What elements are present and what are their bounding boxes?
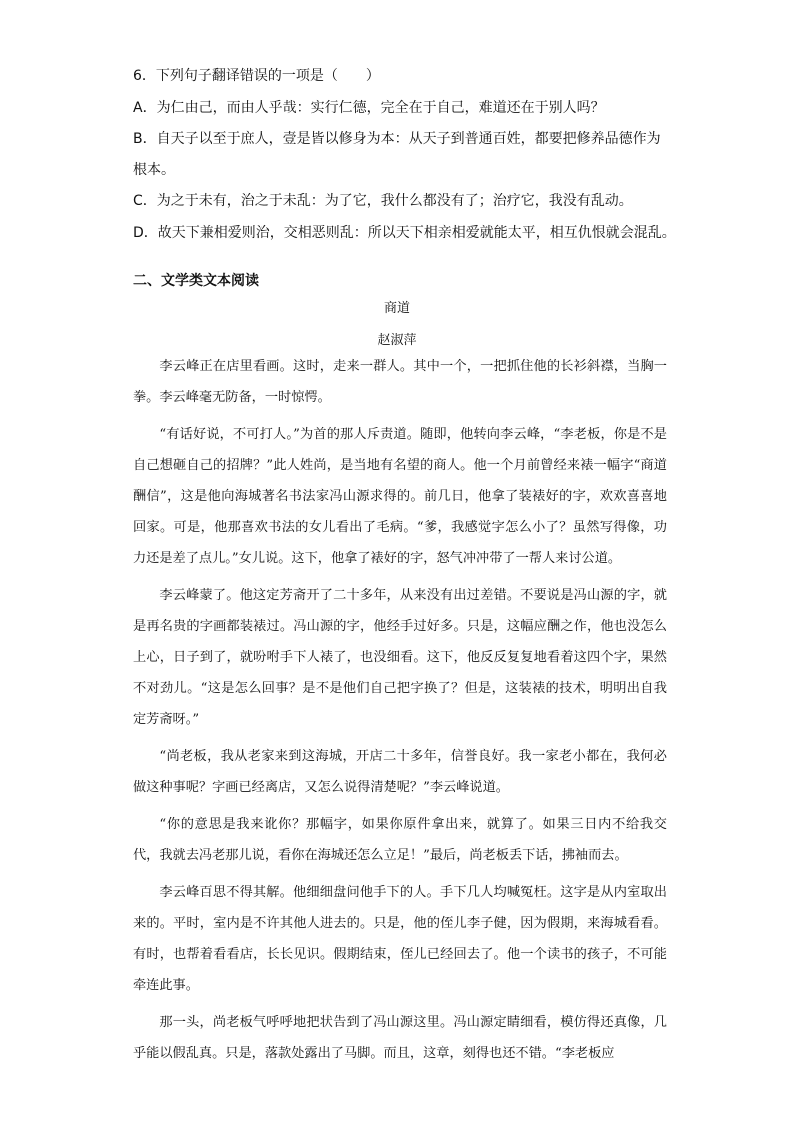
story-paragraph: “你的意思是我来讹你？那幅字，如果你原件拿出来，就算了。如果三日内不给我交代，我就去冯老那儿说，看你在海城还怎么立足！”最后，尚老板丢下话，拂袖而去。 [133,817,667,863]
option-b-line-2: 根本。 [133,162,175,178]
option-d: D．故天下兼相爱则治，交相恶则乱：所以天下相亲相爱就能太平，相互仇恨就会混乱。 [133,225,676,241]
story-title: 商道 [383,301,410,316]
story-paragraph: 那一头，尚老板气呼呼地把状告到了冯山源这里。冯山源定睛细看，模仿得还真像，几乎能以假乱真。只是，落款处露出了马脚。而且，这章，刻得也还不错。“李老板应 [133,1015,667,1061]
story-paragraph: 李云峰蒙了。他这定芳斋开了二十多年，从来没有出过差错。不要说是冯山源的字，就是再名贵的字画都装裱过。冯山源的字，他经手过好多。只是，这幅应酬之作，他也没怎么上心，日子到了，就吩咐手下人裱了，也没细看。这下，他反反复复地看着这四个字，果然不对劲儿。“这是怎么回事？是不是他们自己把字换了？但是，这装裱的技术，明明出自我定芳斋呀。” [133,588,667,727]
story-paragraph: 李云峰正在店里看画。这时，走来一群人。其中一个，一把抓住他的长衫斜襟，当胸一拳。李云峰毫无防备，一时惊愕。 [133,359,667,405]
story-author: 赵淑萍 [377,333,417,348]
story-paragraph: “尚老板，我从老家来到这海城，开店二十多年，信誉良好。我一家老小都在，我何必做这种事呢？字画已经离店，又怎么说得清楚呢？”李云峰说道。 [133,749,667,795]
question-6-stem: 6．下列句子翻译错误的一项是（ ） [133,68,380,84]
option-c: C．为之于未有，治之于未乱：为了它，我什么都没有了；治疗它，我没有乱动。 [133,193,633,209]
story-paragraph: 李云峰百思不得其解。他细细盘问他手下的人。手下几人均喊冤枉。这字是从内室取出来的。平时，室内是不许其他人进去的。只是，他的侄儿李子健，因为假期，来海城看看。有时，也帮着看看店，长长见识。假期结束，侄儿已经回去了。他一个读书的孩子，不可能牵连此事。 [133,885,667,993]
section-heading: 二、文学类文本阅读 [133,273,259,289]
story-body [133,351,667,1069]
option-a: A．为仁由己，而由人乎哉：实行仁德，完全在于自己，难道还在于别人吗？ [133,100,605,116]
option-b-line-1: B．自天子以至于庶人，壹是皆以修身为本：从天子到普通百姓，都要把修养品德作为 [133,131,661,147]
story-paragraph: “有话好说，不可打人。”为首的那人斥责道。随即，他转向李云峰，“李老板，你是不是自己想砸自己的招牌？”此人姓尚，是当地有名望的商人。他一个月前曾经来裱一幅字“商道酬信”，这是他向海城著名书法家冯山源求得的。前几日，他拿了装裱好的字，欢欢喜喜地回家。可是，他那喜欢书法的女儿看出了毛病。“爹，我感觉字怎么小了？虽然写得像，功力还是差了点儿。”女儿说。这下，他拿了裱好的字，怒气冲冲带了一帮人来讨公道。 [133,427,667,566]
